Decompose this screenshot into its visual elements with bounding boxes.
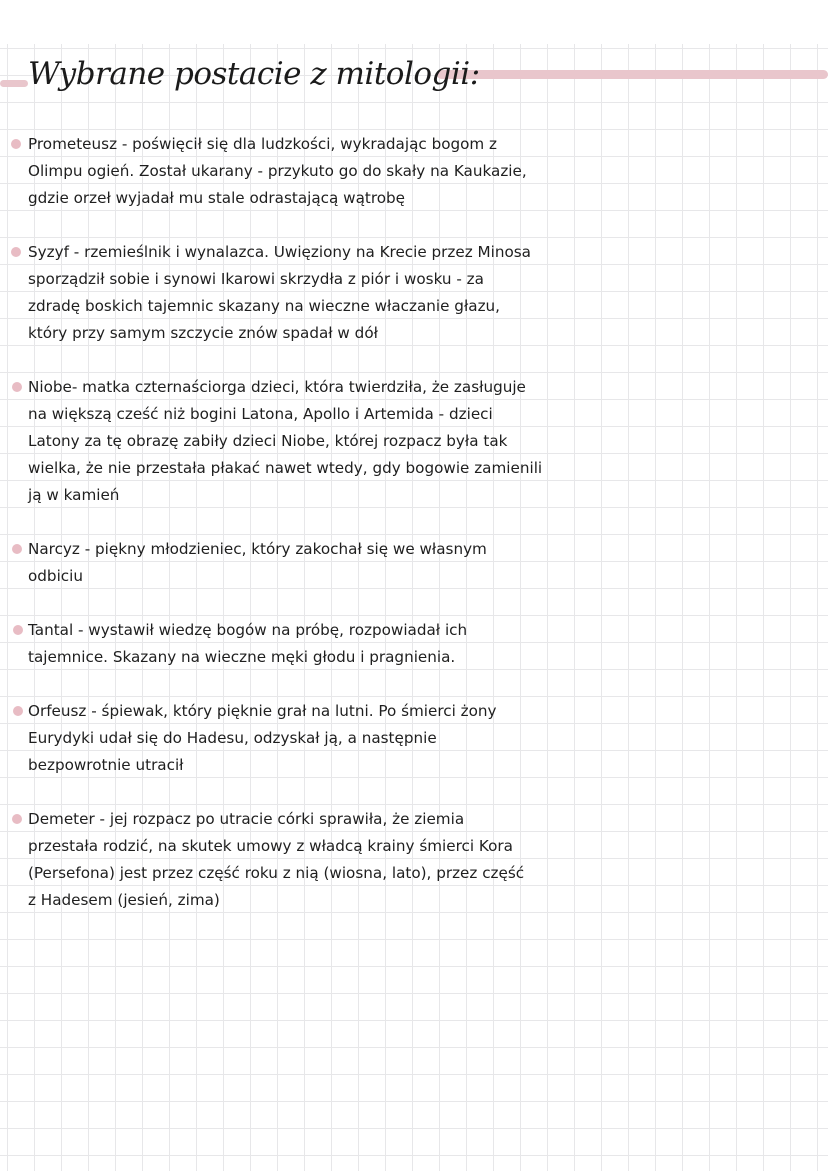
entry-text-line: Eurydyki udał się do Hadesu, odzyskał ją, a następnie bbox=[28, 729, 437, 747]
entry-text-line: Niobe- matka czternaściorga dzieci, która twierdziła, że zasługuje bbox=[28, 378, 526, 396]
bullet-dot-icon bbox=[11, 139, 21, 149]
entry-text-line: Tantal - wystawił wiedzę bogów na próbę, rozpowiadał ich bbox=[28, 621, 468, 639]
entry-text-line: Demeter - jej rozpacz po utracie córki sprawiła, że ziemia bbox=[28, 810, 465, 828]
entry-text-line: Prometeusz - poświęcił się dla ludzkości, wykradając bogom z bbox=[28, 135, 498, 153]
entry-demeter bbox=[28, 806, 628, 914]
entry-orfeusz bbox=[28, 698, 628, 779]
entry-text-line: Olimpu ogień. Został ukarany - przykuto go do skały na Kaukazie, bbox=[28, 162, 527, 180]
entry-text-line: zdradę boskich tajemnic skazany na wieczne właczanie głazu, bbox=[28, 297, 500, 315]
bullet-dot-icon bbox=[13, 625, 23, 635]
entry-text-line: z Hadesem (jesień, zima) bbox=[28, 891, 220, 909]
bullet-dot-icon bbox=[12, 814, 22, 824]
bullet-dot-icon bbox=[12, 544, 22, 554]
entry-text-line: na większą cześć niż bogini Latona, Apollo i Artemida - dzieci bbox=[28, 405, 493, 423]
page-title: Wybrane postacie z mitologii: bbox=[28, 56, 480, 92]
entry-text-line: sporządził sobie i synowi Ikarowi skrzydła z piór i wosku - za bbox=[28, 270, 484, 288]
entry-text-line: Latony za tę obrazę zabiły dzieci Niobe, której rozpacz była tak bbox=[28, 432, 508, 450]
entry-text-line: odbiciu bbox=[28, 567, 83, 585]
entry-text-line: Orfeusz - śpiewak, który pięknie grał na lutni. Po śmierci żony bbox=[28, 702, 497, 720]
entry-text-line: Syzyf - rzemieślnik i wynalazca. Uwięziony na Krecie przez Minosa bbox=[28, 243, 531, 261]
bullet-dot-icon bbox=[11, 247, 21, 257]
bullet-dot-icon bbox=[13, 706, 23, 716]
entry-text-line: (Persefona) jest przez część roku z nią (wiosna, lato), przez część bbox=[28, 864, 525, 882]
entry-text-line: tajemnice. Skazany na wieczne męki głodu i pragnienia. bbox=[28, 648, 456, 666]
entry-text-line: ją w kamień bbox=[28, 486, 120, 504]
entry-prometeusz bbox=[28, 131, 628, 212]
entry-text-line: który przy samym szczycie znów spadał w dół bbox=[28, 324, 378, 342]
entry-tantal bbox=[28, 617, 628, 671]
entry-text-line: Narcyz - piękny młodzieniec, który zakochał się we własnym bbox=[28, 540, 487, 558]
entry-text-line: przestała rodzić, na skutek umowy z władcą krainy śmierci Kora bbox=[28, 837, 513, 855]
bullet-dot-icon bbox=[12, 382, 22, 392]
entry-text-line: wielka, że nie przestała płakać nawet wtedy, gdy bogowie zamienili bbox=[28, 459, 543, 477]
entry-syzyf bbox=[28, 239, 628, 347]
entry-niobe bbox=[28, 374, 628, 509]
entry-text-line: bezpowrotnie utracił bbox=[28, 756, 184, 774]
entry-narcyz bbox=[28, 536, 628, 590]
entry-text-line: gdzie orzeł wyjadał mu stale odrastającą wątrobę bbox=[28, 189, 406, 207]
